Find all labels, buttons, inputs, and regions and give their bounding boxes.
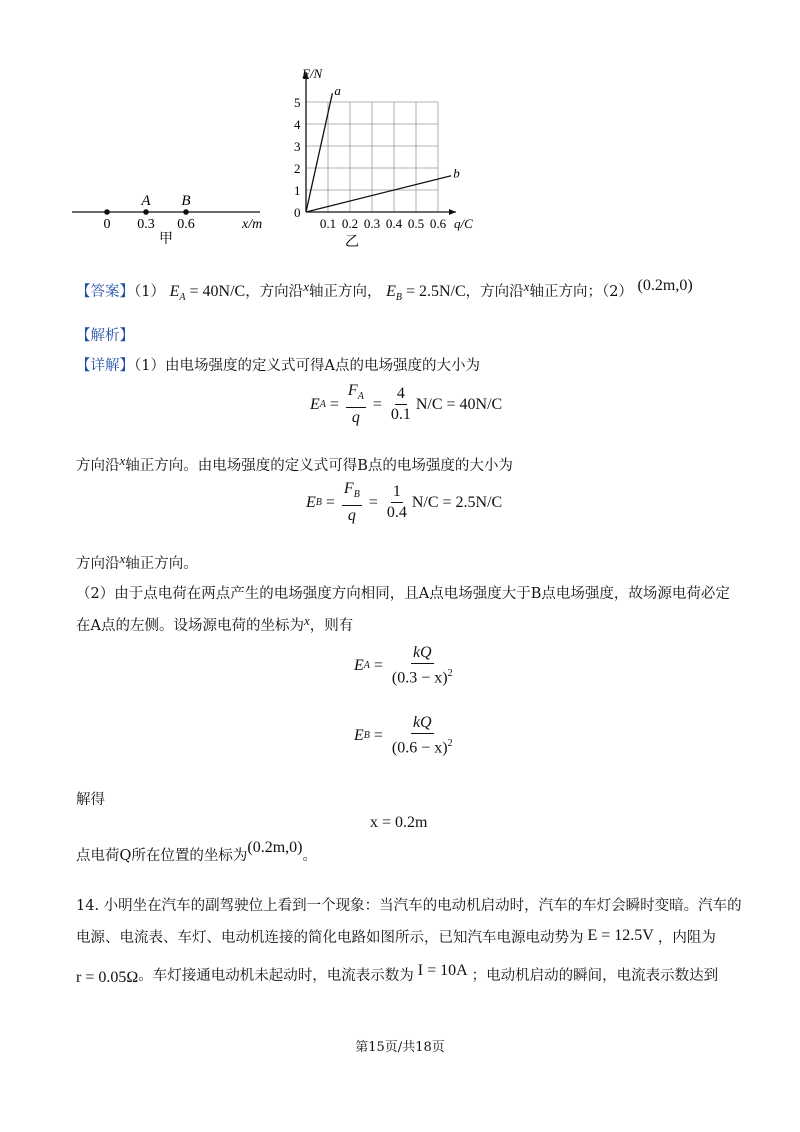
answer-text-4: 轴正方向；（2） (529, 284, 633, 300)
answer-tag: 【答案】 (76, 284, 134, 300)
y-tick-label: 1 (294, 183, 301, 198)
tick-0: 0 (103, 217, 111, 232)
origin-label: 0 (294, 205, 301, 220)
x-tick-label: 0.2 (341, 216, 359, 231)
answer-x-2: x (523, 279, 530, 294)
caption-yi: 乙 (345, 235, 359, 250)
detail-line-1: 【详解】（1）由电场强度的定义式可得A点的电场强度的大小为 (76, 358, 480, 374)
detail-line-4: （2）由于点电荷在两点产生的电场强度方向相同，且A点电场强度大于B点电场强度，故场源电荷必定 (76, 586, 730, 602)
x-axis-arrow (449, 209, 456, 215)
detail-line-2: 方向沿x轴正方向。由电场强度的定义式可得B点的电场强度的大小为 (76, 453, 513, 474)
point-a-label: A (141, 193, 151, 209)
detail-solve: 解得 (76, 792, 105, 808)
axis-label-x-m: x/m (242, 217, 263, 232)
series-line-a (306, 93, 332, 212)
detail-line-5: 在A点的左侧。设场源电荷的坐标为x，则有 (76, 613, 354, 634)
x-tick-label: 0.1 (319, 216, 337, 231)
y-tick-label: 3 (294, 139, 301, 154)
answer-line (76, 277, 693, 308)
detail-line-3: 方向沿x轴正方向。 (76, 551, 198, 572)
equation-ea-kq: E A = $\frac{kQ}{(0.3 - x)^2}$ (354, 644, 453, 687)
page-footer: 第15页/共18页 (355, 1040, 445, 1055)
caption-jia: 甲 (159, 232, 173, 247)
y-tick-label: 5 (294, 95, 301, 110)
answer-ea: $E_A = 40N/C$ (169, 283, 246, 304)
tick-0-6: 0.6 (177, 217, 195, 232)
x-tick-label: 0.3 (363, 216, 381, 231)
answer-text-3: ，方向沿 (465, 284, 524, 300)
answer-eb: $E_B = 2.5N/C$ (386, 283, 466, 304)
analysis-tag: 【解析】 (76, 328, 134, 344)
y-axis-label: F/N (302, 66, 323, 81)
equation-ea: E A = $\frac{F_A}{q}$ = $\frac{4}{0.1}$ N/C = 40N/C (310, 382, 503, 427)
x-tick-label: 0.5 (407, 216, 425, 231)
tick-0-3: 0.3 (137, 217, 155, 232)
x-axis-label: q/C (454, 216, 473, 231)
y-tick-label: 2 (294, 161, 301, 176)
q14-line-2: 电源、电流表、车灯、电动机连接的简化电路如图所示，已知汽车电源电动势为 E = 12.5V ，内阻为 (76, 927, 716, 946)
point-a-dot (143, 209, 149, 215)
chart-ticks (294, 95, 447, 250)
answer-part1: （1） (134, 284, 165, 300)
figure-jia (60, 185, 280, 255)
y-tick-label: 4 (294, 117, 301, 132)
q14-line-1: 14. 小明坐在汽车的副驾驶位上看到一个现象：当汽车的电动机启动时，汽车的车灯会瞬时变暗。汽车的 (76, 898, 742, 914)
answer-coord: (0.2m,0) (637, 277, 693, 294)
equation-eb-kq: E B = $\frac{kQ}{(0.6 - x)^2}$ (354, 714, 453, 757)
point-b-label: B (181, 193, 191, 209)
q14-line-3: r = 0.05Ω。车灯接通电动机未起动时，电流表示数为 I = 10A ；电动机启动的瞬间，电流表示数达到 (76, 962, 719, 986)
equation-result: x = 0.2m (370, 814, 428, 831)
answer-x-1: x (303, 279, 309, 294)
point-origin (104, 209, 110, 215)
answer-text-1: ，方向沿 (245, 284, 304, 300)
answer-text-2: 轴正方向， (308, 284, 382, 300)
chart-series (306, 83, 460, 212)
series-label-b: b (453, 165, 460, 181)
x-tick-label: 0.4 (385, 216, 403, 231)
equation-eb: E B = $\frac{F_B}{q}$ = $\frac{1}{0.4}$ N/C = 2.5N/C (306, 480, 503, 525)
x-tick-label: 0.6 (429, 216, 447, 231)
series-label-a: a (334, 83, 341, 99)
detail-line-6: 点电荷Q所在位置的坐标为(0.2m,0)。 (76, 839, 317, 864)
point-b-dot (183, 209, 189, 215)
figure-yi-chart (280, 62, 490, 257)
detail-tag: 【详解】 (76, 358, 134, 374)
